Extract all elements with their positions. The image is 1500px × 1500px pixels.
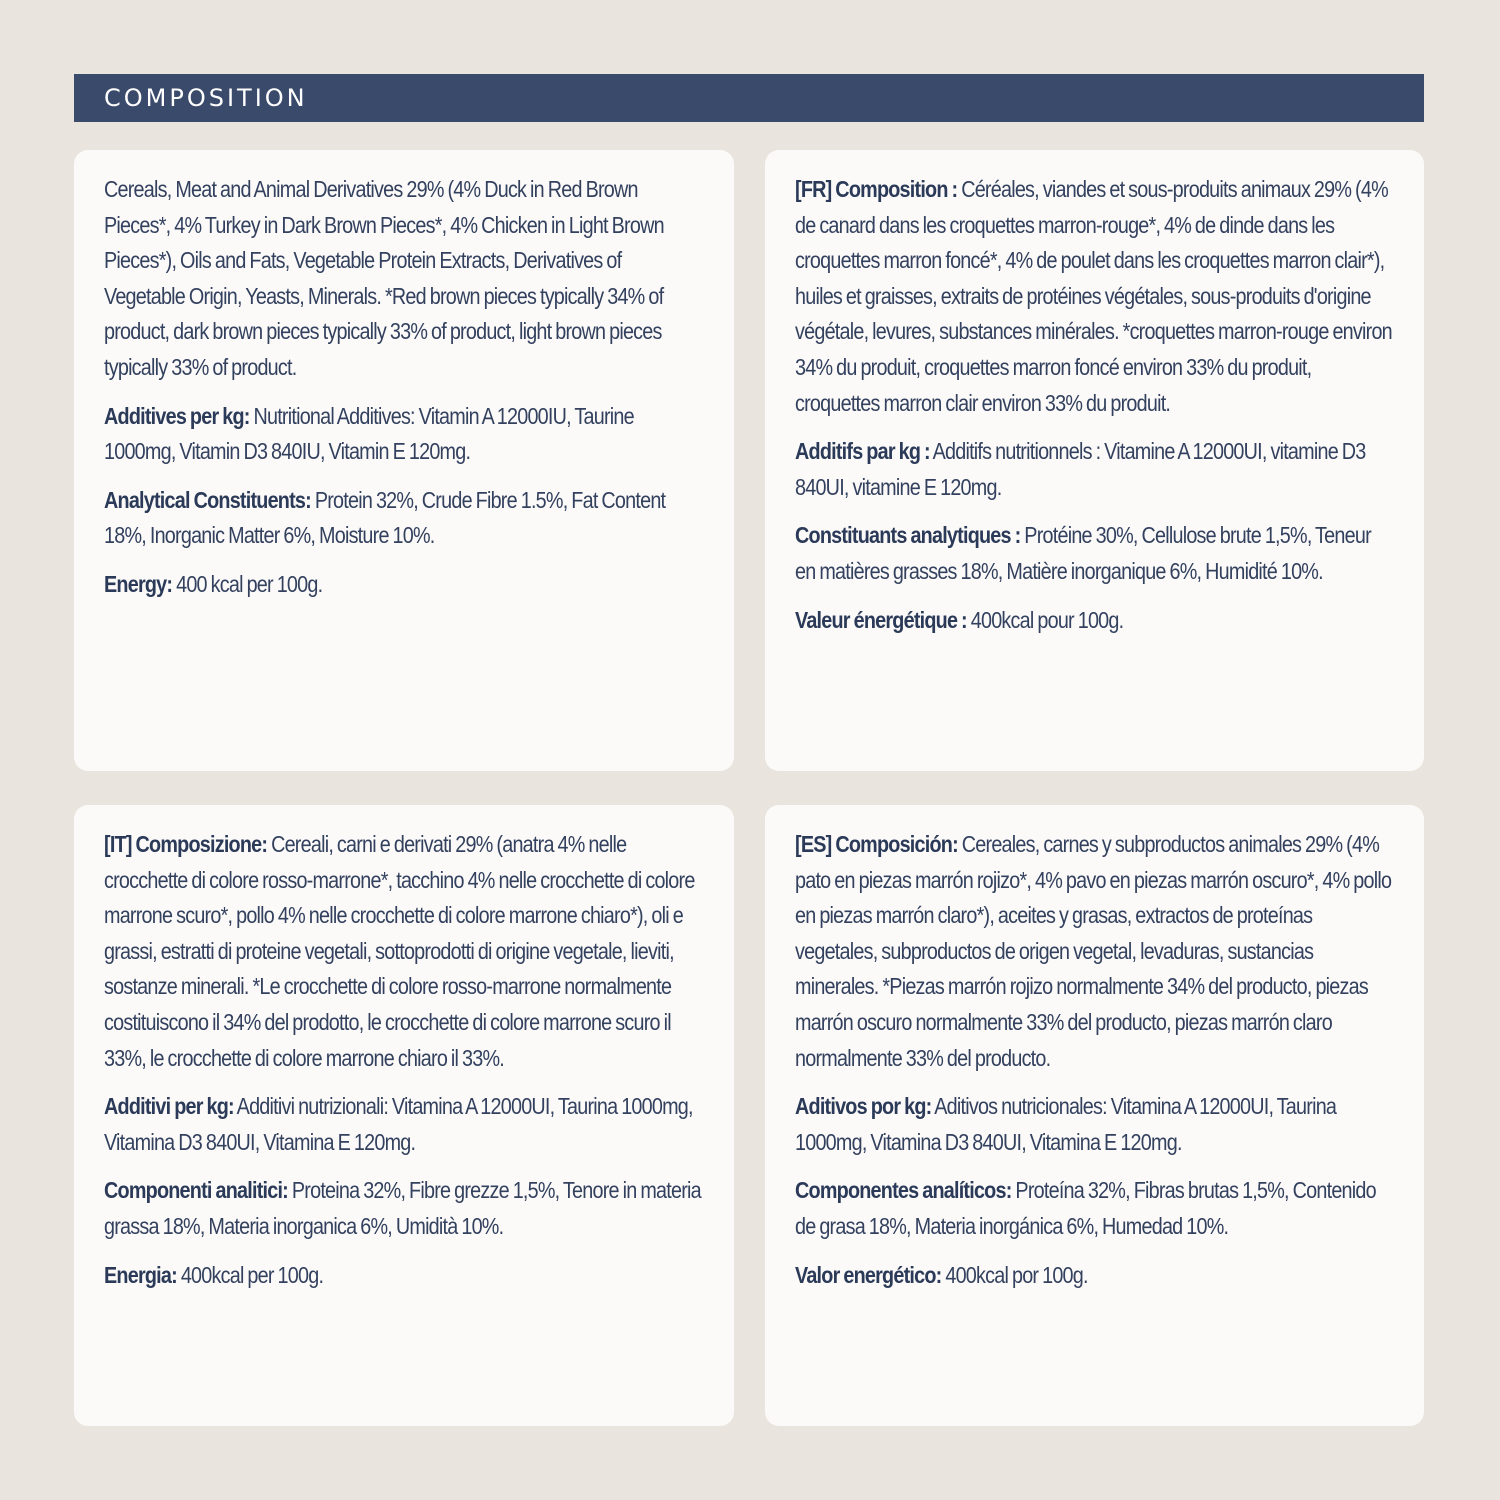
panel-italian <box>74 805 734 1426</box>
en-composition-text: Cereals, Meat and Animal Derivatives 29% (4% Duck in Red Brown Pieces*, 4% Turkey in Dark Brown Pieces*, 4% Chicken in Light Brown Pieces*), Oils and Fats, Vegetable Protein Extracts, Derivatives of Vegetable Origin, Yeasts, Minerals. *Red brown pieces typically 34% of product, dark brown pieces typically 33% of product, light brown pieces typically 33% of product. <box>104 176 664 380</box>
es-energy-label: Valor energético: <box>795 1261 942 1288</box>
es-analytical-label: Componentes analíticos: <box>795 1177 1012 1204</box>
en-energy-paragraph <box>104 567 705 603</box>
en-additives-label: Additives per kg: <box>104 402 250 429</box>
it-energy-paragraph <box>104 1258 705 1294</box>
fr-composition-text: Céréales, viandes et sous-produits animaux 29% (4% de canard dans les croquettes marron-rouge*, 4% de dinde dans les croquettes marron foncé*, 4% de poulet dans les croquettes marron clair*), huiles et graisses, extraits de protéines végétales, sous-produits d'origine végétale, levures, substances minérales. *croquettes marron-rouge environ 34% du produit, croquettes marron foncé environ 33% du produit, croquettes marron clair environ 33% du produit. <box>795 176 1392 416</box>
fr-analytical-label: Constituants analytiques : <box>795 522 1021 549</box>
fr-additives-label: Additifs par kg : <box>795 438 930 465</box>
it-analytical-label: Componenti analitici: <box>104 1177 288 1204</box>
es-composition-text: Cereales, carnes y subproductos animales 29% (4% pato en piezas marrón rojizo*, 4% pavo en piezas marrón oscuro*, 4% pollo en piezas marrón claro*), aceites y grasas, extractos de proteínas vegetales, subproductos de origen vegetal, levaduras, sustancias minerales. *Piezas marrón rojizo normalmente 34% del producto, piezas marrón oscuro normalmente 33% del producto, piezas marrón claro normalmente 33% del producto. <box>795 831 1392 1071</box>
it-composition-text: Cereali, carni e derivati 29% (anatra 4% nelle crocchette di colore rosso-marrone*, tacchino 4% nelle crocchette di colore marrone scuro*, pollo 4% nelle crocchette di colore marrone chiaro*), oli e grassi, estratti di proteine vegetali, sottoprodotti di origine vegetale, lieviti, sostanze minerali. *Le crocchette di colore rosso-marrone normalmente costituiscono il 34% del prodotto, le crocchette di colore marrone scuro il 33%, le crocchette di colore marrone chiaro il 33%. <box>104 831 695 1071</box>
fr-analytical-text: Protéine 30%, Cellulose brute 1,5%, Teneur en matières grasses 18%, Matière inorganique 6%, Humidité 10%. <box>795 522 1371 584</box>
it-composition-paragraph <box>104 827 705 1076</box>
es-composition-label: [ES] Composición: <box>795 831 958 857</box>
it-analytical-text: Proteina 32%, Fibre grezze 1,5%, Tenore in materia grassa 18%, Materia inorganica 6%, Umidità 10%. <box>104 1177 701 1239</box>
en-energy-label: Energy: <box>104 570 173 597</box>
en-analytical-paragraph <box>104 483 705 554</box>
fr-additives-paragraph <box>795 434 1395 505</box>
panel-spanish <box>765 805 1424 1426</box>
es-analytical-text: Proteína 32%, Fibras brutas 1,5%, Contenido de grasa 18%, Materia inorgánica 6%, Humedad 10%. <box>795 1177 1376 1239</box>
fr-energy-paragraph <box>795 603 1395 639</box>
es-energy-text: 400kcal por 100g. <box>941 1261 1088 1288</box>
it-energy-text: 400kcal per 100g. <box>176 1261 324 1288</box>
es-additives-text: Aditivos nutricionales: Vitamina A 12000UI, Taurina 1000mg, Vitamina D3 840UI, Vitamina E 120mg. <box>795 1093 1337 1155</box>
fr-energy-label: Valeur énergétique : <box>795 606 967 633</box>
es-analytical-paragraph <box>795 1173 1395 1244</box>
it-additives-label: Additivi per kg: <box>104 1093 234 1120</box>
fr-additives-text: Additifs nutritionnels : Vitamine A 12000UI, vitamine D3 840UI, vitamine E 120mg. <box>795 438 1366 500</box>
en-energy-text: 400 kcal per 100g. <box>172 570 323 597</box>
header-title: COMPOSITION <box>104 84 308 112</box>
es-composition-paragraph <box>795 827 1395 1076</box>
en-additives-paragraph <box>104 399 705 470</box>
composition-header-bar <box>74 74 1424 122</box>
en-analytical-text: Protein 32%, Crude Fibre 1.5%, Fat Content 18%, Inorganic Matter 6%, Moisture 10%. <box>104 486 666 549</box>
panel-french <box>765 150 1424 771</box>
fr-composition-label: [FR] Composition : <box>795 176 958 202</box>
en-composition-paragraph <box>104 172 705 386</box>
fr-composition-paragraph <box>795 172 1395 421</box>
it-additives-text: Additivi nutrizionali: Vitamina A 12000UI, Taurina 1000mg, Vitamina D3 840UI, Vitamina E 120mg. <box>104 1093 693 1155</box>
en-analytical-label: Analytical Constituents: <box>104 486 311 513</box>
es-additives-paragraph <box>795 1089 1395 1160</box>
es-energy-paragraph <box>795 1258 1395 1294</box>
it-analytical-paragraph <box>104 1173 705 1244</box>
en-additives-text: Nutritional Additives: Vitamin A 12000IU, Taurine 1000mg, Vitamin D3 840IU, Vitamin E 120mg. <box>104 402 634 465</box>
fr-energy-text: 400kcal pour 100g. <box>966 606 1124 633</box>
panel-english <box>74 150 734 771</box>
fr-analytical-paragraph <box>795 518 1395 589</box>
it-additives-paragraph <box>104 1089 705 1160</box>
it-energy-label: Energia: <box>104 1261 177 1288</box>
it-composition-label: [IT] Composizione: <box>104 831 268 857</box>
es-additives-label: Aditivos por kg: <box>795 1093 932 1120</box>
